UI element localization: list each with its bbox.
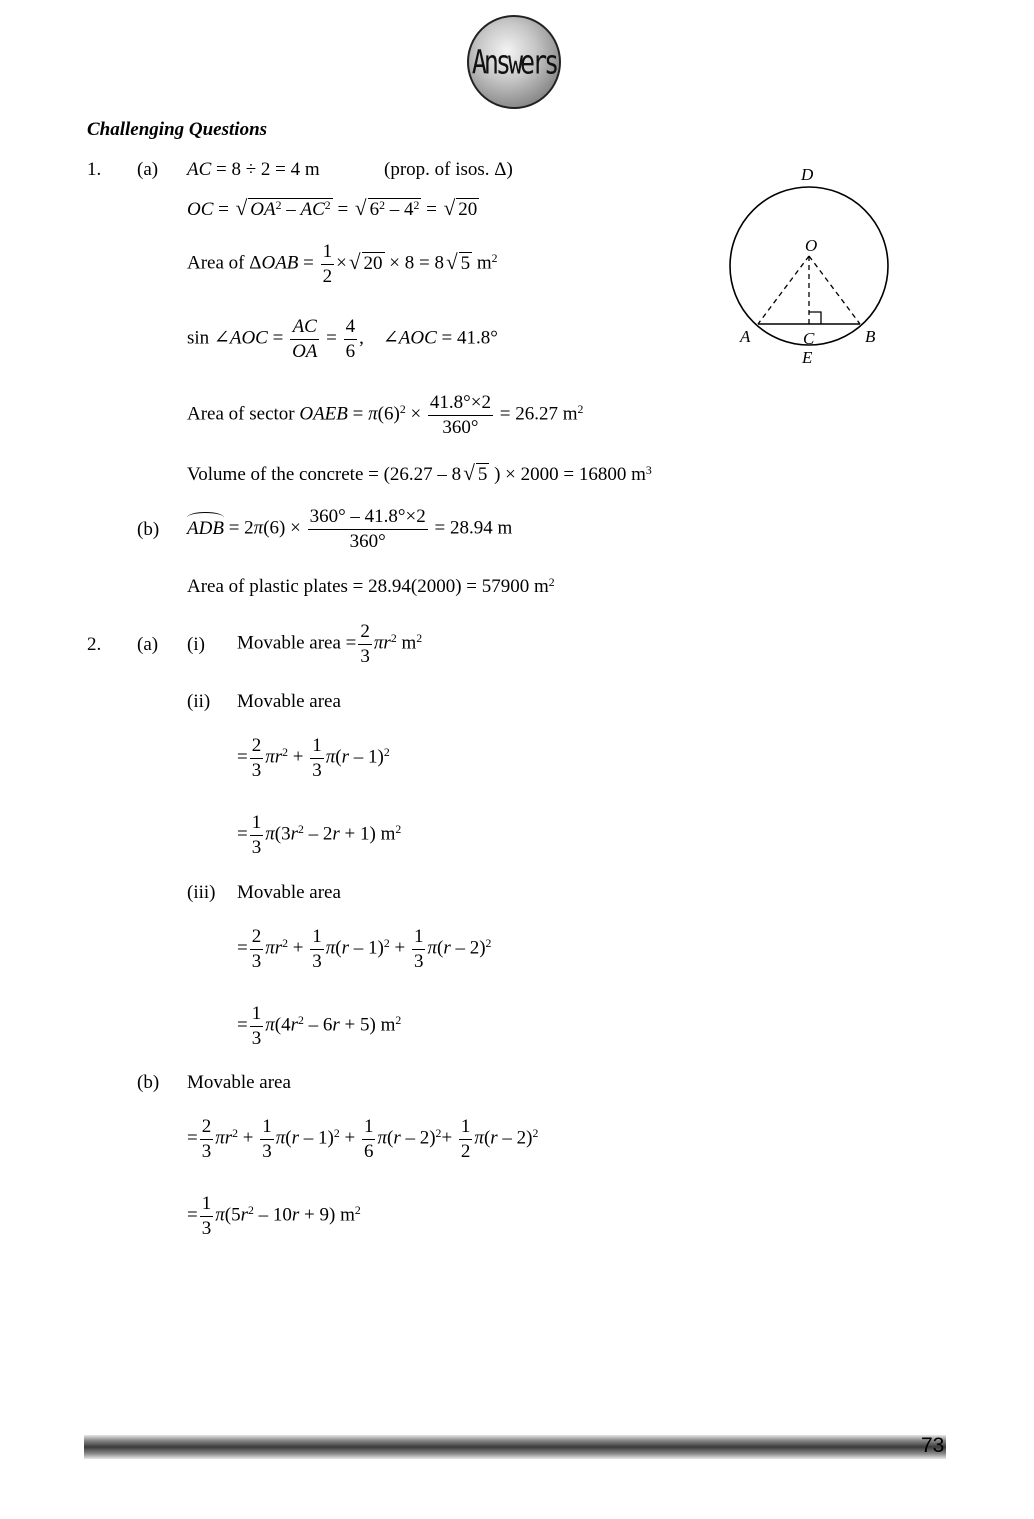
q2-iii-step1: = $\frac{2}{3}$ $\pi r^2$ + $\frac{1}{3}$ π(r – 1)$^2$ + $\frac{1}{3}$ π(r – 2)$^2$ [237,926,492,972]
section-title: Challenging Questions [87,119,268,140]
q2-iii-step2: = $\frac{1}{3}$ $\pi(4r^2 - 6r + 5)$ $m^2$ [237,1003,402,1049]
q1-sector-area: Area of sector OAEB = $\pi(6)^2$ × $\frac{41.8^\circ\times 2}{360^\circ}$ = 26.27 $m^2$ [187,392,584,438]
q1-ac-reason: (prop. of isos. Δ) [384,159,513,180]
q2-sub-i-label: (i) [187,634,205,655]
answers-badge: Answers [467,15,561,109]
page-number: 73 [921,1434,945,1457]
q2-iii-heading: Movable area [237,882,341,903]
q2-part-a-label: (a) [137,634,159,655]
q2-b-step2: = $\frac{1}{3}$ $\pi(5r^2 - 10r + 9)$ $m^2$ [187,1193,361,1239]
label-a: A [740,327,751,346]
q2-b-heading: Movable area [187,1072,291,1093]
radius-oa [758,256,809,324]
q1-ac-line: AC = 8 ÷ 2 = 4 m [187,159,320,180]
question-2-number: 2. [87,634,102,655]
right-angle-mark [809,312,821,324]
label-d: D [801,165,814,184]
q1-arc-length: ADB = 2π(6) × $\frac{360^\circ - 41.8^\circ\times 2}{360^\circ}$ = 28.94 m [187,506,513,552]
q2-b-step1: = $\frac{2}{3}$ $\pi r^2$ + $\frac{1}{3}$ π(r – 1)$^2$ + $\frac{1}{6}$ π(r – 2)$^2$+ $\frac{1}{2}$ π(r – 2)$^2$ [187,1116,539,1162]
q1-triangle-area: Area of ΔOAB = $\frac{1}{2}$ ×√ 20 × 8 = 8√ 5 $m^2$ [187,241,498,287]
q2-sub-iii-label: (iii) [187,882,216,903]
footer-bar [84,1435,946,1459]
q1-concrete-volume: Volume of the concrete = (26.27 – 8√ 5 ) × 2000 = 16800 $m^3$ [187,461,652,485]
label-c: C [803,329,815,348]
q2-ii-heading: Movable area [237,691,341,712]
q2-sub-ii-label: (ii) [187,691,211,712]
question-1-number: 1. [87,159,102,180]
q2-ii-step2: = $\frac{1}{3}$ $\pi(3r^2 - 2r + 1)$ $m^2$ [237,812,402,858]
q1-part-b-label: (b) [137,519,160,540]
q1-plastic-plates: Area of plastic plates = 28.94(2000) = 57900 $m^2$ [187,575,555,597]
label-b: B [865,327,876,346]
circle-diagram [722,160,898,372]
radius-ob [809,256,860,324]
q2-ii-step1: = $\frac{2}{3}$ $\pi r^2$ + $\frac{1}{3}$ π(r – 1)$^2$ [237,735,390,781]
q1-sine-line: sin ∠AOC = $\frac{AC}{OA}$ = $\frac{4}{6}$ , ∠AOC = 41.8° [187,316,498,362]
q2-part-b-label: (b) [137,1072,160,1093]
q1-part-a-label: (a) [137,159,159,180]
label-o: O [805,236,818,255]
q2-i-equation: Movable area = $\frac{2}{3}$ $\pi r^2$ $m^2$ [237,621,423,667]
label-e: E [802,348,813,367]
q1-oc-line: OC = √ $OA^2 - AC^2$ = √ $6^2 - 4^2$ = √ 20 [187,196,478,220]
